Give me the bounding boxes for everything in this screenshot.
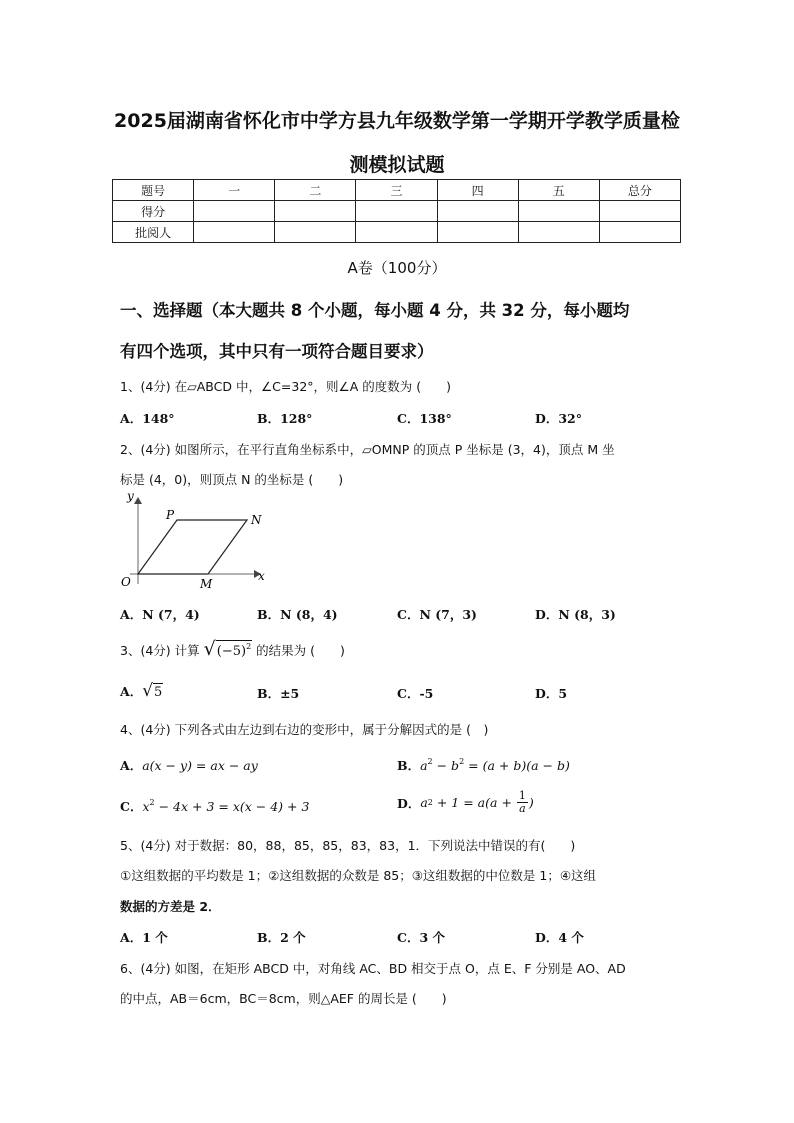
var-x: x [142, 799, 150, 814]
header-cell: 三 [356, 180, 437, 201]
q4-option-c[interactable] [120, 797, 309, 815]
q1-option-c[interactable]: C．138° [397, 411, 452, 426]
header-cell: 二 [275, 180, 356, 201]
q1-option-b[interactable]: B．128° [257, 411, 313, 426]
q5-option-a[interactable]: A．1 个 [120, 930, 168, 945]
question-3-stem [120, 640, 345, 659]
header-cell: 一 [194, 180, 275, 201]
radical-sign: √ [203, 638, 216, 660]
section-heading-line1: 一、选择题（本大题共 8 个小题，每小题 4 分，共 32 分，每小题均 [120, 301, 630, 320]
q3-option-b[interactable]: B．±5 [257, 686, 300, 701]
label-n: N [251, 513, 262, 527]
header-cell: 四 [437, 180, 518, 201]
exponent: 2 [427, 798, 433, 808]
q3-option-c[interactable]: C．-5 [397, 686, 434, 701]
score-row [113, 201, 681, 222]
radicand-base: (−5) [216, 644, 247, 659]
question-6-stem-line2: 的中点，AB＝6cm，BC＝8cm，则△AEF 的周长是 ( ) [120, 991, 447, 1006]
reviewer-cell[interactable] [194, 222, 275, 243]
q5-option-d[interactable]: D．4 个 [535, 930, 584, 945]
q2-option-b[interactable]: B．N (8，4) [257, 607, 338, 622]
fraction-denominator: a [519, 802, 526, 816]
row-label: 批阅人 [113, 222, 194, 243]
q3-stem-prefix: 3、(4分) 计算 [120, 642, 200, 658]
parallelogram-omnp [138, 520, 247, 574]
reviewer-cell[interactable] [518, 222, 599, 243]
q3-option-a[interactable] [120, 682, 163, 700]
exponent: 2 [427, 757, 433, 766]
q4-option-d-label: D． [397, 795, 421, 811]
q3-option-d[interactable]: D．5 [535, 686, 568, 701]
paper-section-heading: A卷（100分） [347, 259, 447, 277]
q4-option-a[interactable] [120, 756, 258, 774]
score-table-header-row [113, 180, 681, 201]
header-cell: 总分 [599, 180, 680, 201]
q4-option-a-label: A． [120, 758, 143, 773]
expr-part: + 1 = a(a + [432, 795, 516, 811]
fraction-numerator: 1 [518, 789, 526, 802]
question-4-stem: 4、(4分) 下列各式由左边到右边的变形中，属于分解因式的是 ( ) [120, 722, 489, 737]
q3-option-a-sqrt [142, 680, 163, 701]
q4-option-d[interactable] [397, 790, 534, 815]
score-table [112, 179, 681, 243]
q2-coordinate-figure [112, 488, 272, 592]
score-cell[interactable] [518, 201, 599, 222]
q5-option-c[interactable]: C．3 个 [397, 930, 445, 945]
question-2-stem-line2: 标是 (4，0)，则顶点 N 的坐标是 ( ) [120, 472, 344, 487]
expr-part: ) [528, 795, 534, 811]
q1-option-a[interactable]: A．148° [120, 411, 175, 426]
section-heading-line2: 有四个选项，其中只有一项符合题目要求） [120, 342, 434, 361]
q1-option-d[interactable]: D．32° [535, 411, 582, 426]
radicand [216, 640, 252, 659]
expr-part: − b [432, 758, 460, 773]
exam-title-line2: 测模拟试题 [349, 154, 445, 176]
radicand: 5 [154, 684, 163, 700]
q4-option-c-label: C． [120, 799, 143, 814]
exponent: 2 [149, 798, 155, 807]
q2-option-c[interactable]: C．N (7，3) [397, 607, 477, 622]
exponent: 2 [459, 757, 465, 766]
sqrt-expression [204, 640, 253, 659]
q4-option-a-expr: a(x − y) = ax − ay [142, 758, 258, 773]
var-a: a [420, 795, 428, 811]
reviewer-cell[interactable] [437, 222, 518, 243]
question-5-statements-line2: 数据的方差是 2． [120, 899, 221, 914]
q4-option-c-expr [142, 799, 309, 814]
score-cell[interactable] [437, 201, 518, 222]
q4-option-b-expr [420, 758, 570, 773]
question-2-stem-line1: 2、(4分) 如图所示，在平行直角坐标系中，▱OMNP 的顶点 P 坐标是 (3，4)，顶点 M 坐 [120, 442, 615, 457]
q3-option-a-label: A． [120, 684, 143, 699]
header-cell: 五 [518, 180, 599, 201]
exam-title-line1: 2025届湖南省怀化市中学方县九年级数学第一学期开学教学质量检 [114, 110, 680, 132]
reviewer-cell[interactable] [599, 222, 680, 243]
reviewer-cell[interactable] [275, 222, 356, 243]
score-cell[interactable] [356, 201, 437, 222]
score-cell[interactable] [599, 201, 680, 222]
q5-option-b[interactable]: B．2 个 [257, 930, 306, 945]
question-5-statements-line1: ①这组数据的平均数是 1；②这组数据的众数是 85；③这组数据的中位数是 1；④这组 [120, 868, 597, 883]
score-cell[interactable] [275, 201, 356, 222]
question-6-stem-line1: 6、(4分) 如图，在矩形 ABCD 中，对角线 AC、BD 相交于点 O，点 E、F 分别是 AO、AD [120, 961, 626, 976]
q2-option-a[interactable]: A．N (7，4) [120, 607, 200, 622]
fraction [517, 790, 528, 815]
label-o: O [121, 575, 131, 589]
radicand-exponent: 2 [246, 642, 252, 651]
label-x: x [258, 569, 265, 583]
q3-stem-suffix: 的结果为 ( ) [256, 642, 345, 658]
q4-option-b[interactable] [397, 756, 570, 774]
expr-part: = (a + b)(a − b) [464, 758, 570, 773]
reviewer-cell[interactable] [356, 222, 437, 243]
q4-option-d-expr [420, 790, 533, 815]
label-y: y [127, 489, 134, 503]
expr-part: − 4x + 3 = x(x − 4) + 3 [154, 799, 310, 814]
label-m: M [200, 577, 213, 591]
question-1-stem: 1、(4分) 在▱ABCD 中，∠C=32°，则∠A 的度数为 ( ) [120, 379, 452, 394]
header-cell: 题号 [113, 180, 194, 201]
q4-option-b-label: B． [397, 758, 421, 773]
question-5-stem: 5、(4分) 对于数据：80，88，85，85，83，83，1．下列说法中错误的有( ) [120, 838, 576, 853]
var-a: a [420, 758, 428, 773]
radical-sign: √ [142, 680, 154, 701]
reviewer-row [113, 222, 681, 243]
row-label: 得分 [113, 201, 194, 222]
score-cell[interactable] [194, 201, 275, 222]
q2-option-d[interactable]: D．N (8，3) [535, 607, 616, 622]
label-p: P [166, 508, 175, 522]
